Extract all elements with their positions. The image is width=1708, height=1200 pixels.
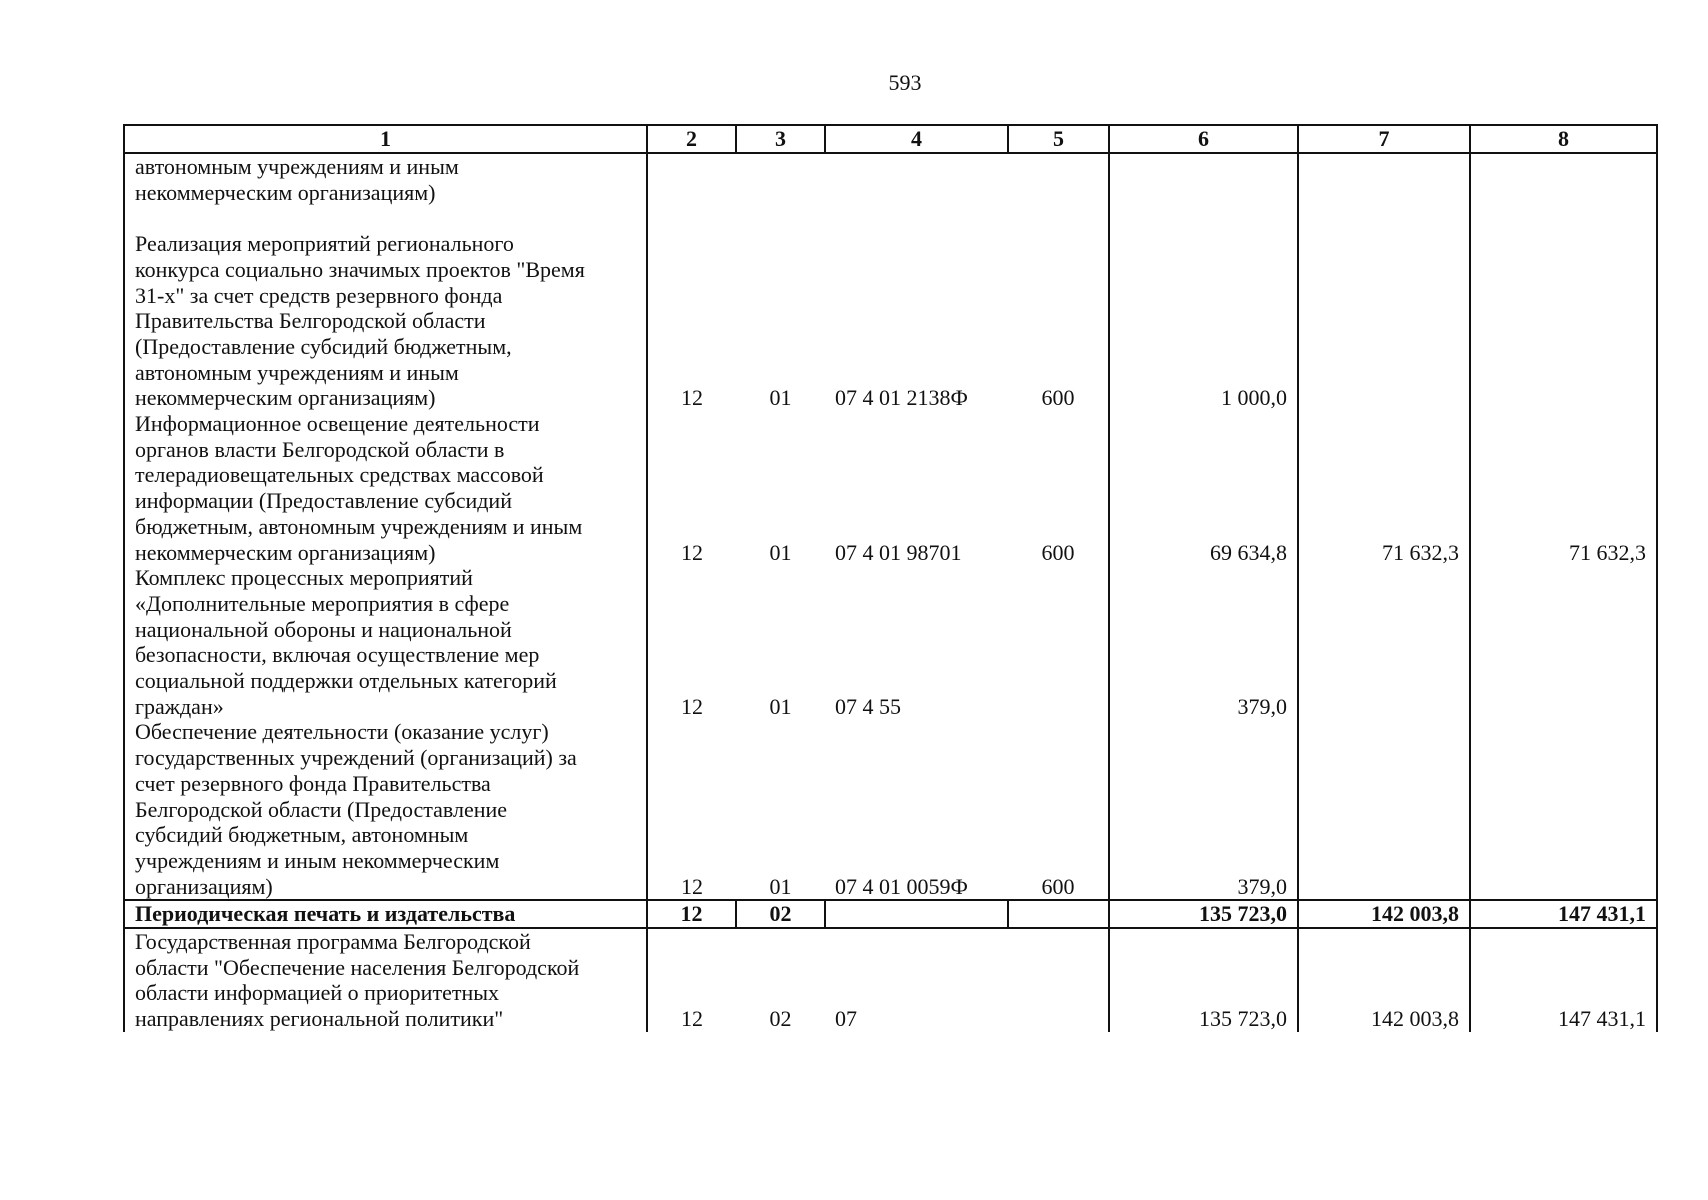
cell-target-article: 07 (835, 1006, 857, 1032)
description-line: организациям) (135, 873, 273, 899)
description-line: безопасности, включая осуществление мер (135, 642, 540, 668)
row-spacer (135, 205, 636, 231)
description-line: «Дополнительные мероприятия в сфере (135, 590, 510, 616)
cell-section (647, 153, 736, 205)
cell-target-article: 07 4 01 2138Ф (835, 385, 968, 411)
cell-section: 12 (647, 719, 736, 900)
cell-amount-col6: 135 723,0 (1109, 900, 1298, 928)
header-col-7: 7 (1298, 125, 1470, 153)
cell-amount-col7 (1298, 153, 1470, 205)
description-line: области "Обеспечение населения Белгородской (135, 954, 580, 980)
page-number: 593 (888, 70, 922, 95)
cell-amount-col8 (1470, 719, 1657, 900)
cell-amount-col6 (1109, 153, 1298, 205)
description-line: Белгородской области (Предоставление (135, 796, 508, 822)
cell-amount-col6: 379,0 (1109, 565, 1298, 719)
header-col-1: 1 (124, 125, 647, 153)
cell-subsection: 01 (769, 693, 792, 719)
cell-amount-col8: 147 431,1 (1470, 928, 1657, 1032)
description-line: счет резервного фонда Правительства (135, 770, 491, 796)
description-line: некоммерческим организациям) (135, 385, 436, 411)
row-description (124, 565, 647, 719)
description-line: автономным учреждениям и иным (135, 359, 459, 385)
cell-target-article: 07 4 55 (835, 693, 901, 719)
row-description (124, 153, 647, 205)
description-line: информации (Предоставление субсидий (135, 488, 512, 514)
cell-subsection: 01 (769, 539, 792, 565)
description-line: органов власти Белгородской области в (135, 436, 505, 462)
cell-expense-type (1008, 565, 1109, 719)
cell-amount-col7 (1298, 565, 1470, 719)
description-line: некоммерческим организациям) (135, 539, 436, 565)
cell-section: 12 (647, 928, 736, 1032)
cell-expense-type: 600 (1008, 205, 1109, 411)
description-line: учреждениям и иным некоммерческим (135, 847, 500, 873)
header-col-3: 3 (736, 125, 825, 153)
header-row (124, 125, 1657, 153)
description-line: Правительства Белгородской области (135, 308, 486, 334)
table-row (124, 205, 1657, 411)
cell-amount-col8 (1470, 565, 1657, 719)
cell-target-article (825, 153, 1008, 205)
description-line: бюджетным, автономным учреждениям и иным (135, 513, 583, 539)
description-line: Комплекс процессных мероприятий (135, 565, 473, 591)
cell-target-article: 07 4 01 0059Ф (835, 873, 968, 899)
row-description (124, 411, 647, 565)
description-line: 31-х" за счет средств резервного фонда (135, 282, 503, 308)
description-line: телерадиовещательных средствах массовой (135, 462, 544, 488)
cell-amount-col7: 142 003,8 (1298, 928, 1470, 1032)
row-description (124, 205, 647, 411)
cell-expense-type (1008, 928, 1109, 1032)
description-line: некоммерческим организациям) (135, 179, 436, 205)
description-line: (Предоставление субсидий бюджетным, (135, 333, 512, 359)
description-line: граждан» (135, 693, 224, 719)
cell-amount-col6: 135 723,0 (1109, 928, 1298, 1032)
cell-expense-type: 600 (1008, 411, 1109, 565)
cell-amount-col6: 1 000,0 (1109, 205, 1298, 411)
description-line: конкурса социально значимых проектов "Время (135, 256, 585, 282)
description-line: национальной обороны и национальной (135, 616, 512, 642)
description-line: области информацией о приоритетных (135, 980, 499, 1006)
cell-section: 12 (647, 411, 736, 565)
cell-section: 12 (647, 565, 736, 719)
cell-amount-col6: 379,0 (1109, 719, 1298, 900)
header-col-4: 4 (825, 125, 1008, 153)
description-line: субсидий бюджетным, автономным (135, 822, 469, 848)
cell-amount-col7 (1298, 205, 1470, 411)
budget-table (123, 124, 1658, 1032)
cell-section: 12 (647, 205, 736, 411)
row-description (124, 900, 647, 928)
cell-amount-col7: 142 003,8 (1298, 900, 1470, 928)
description-line: Государственная программа Белгородской (135, 929, 531, 955)
cell-target-article (825, 900, 1008, 928)
cell-amount-col7: 71 632,3 (1298, 411, 1470, 565)
description-line: социальной поддержки отдельных категорий (135, 668, 557, 694)
table-row (124, 928, 1657, 1032)
row-description (124, 719, 647, 900)
row-description (124, 928, 647, 1032)
header-col-5: 5 (1008, 125, 1109, 153)
header-col-8: 8 (1470, 125, 1657, 153)
table-row (124, 153, 1657, 205)
header-col-2: 2 (647, 125, 736, 153)
description-line: Информационное освещение деятельности (135, 411, 540, 437)
cell-expense-type (1008, 153, 1109, 205)
cell-amount-col6: 69 634,8 (1109, 411, 1298, 565)
description-line: государственных учреждений (организаций) за (135, 745, 577, 771)
cell-amount-col8: 147 431,1 (1470, 900, 1657, 928)
cell-amount-col7 (1298, 719, 1470, 900)
cell-subsection: 01 (769, 873, 792, 899)
table-row-section-total (124, 900, 1657, 928)
table-row (124, 719, 1657, 900)
cell-subsection: 01 (769, 385, 792, 411)
cell-amount-col8 (1470, 205, 1657, 411)
description-line: автономным учреждениям и иным (135, 154, 459, 179)
cell-subsection (736, 153, 825, 205)
table-row (124, 411, 1657, 565)
cell-amount-col8: 71 632,3 (1470, 411, 1657, 565)
header-col-6: 6 (1109, 125, 1298, 153)
description-line: направлениях региональной политики" (135, 1006, 504, 1032)
cell-expense-type (1008, 900, 1109, 928)
cell-amount-col8 (1470, 153, 1657, 205)
description-line: Обеспечение деятельности (оказание услуг) (135, 719, 549, 745)
description-line: Реализация мероприятий регионального (135, 231, 514, 257)
description-line: Периодическая печать и издательства (135, 901, 516, 927)
cell-expense-type: 600 (1008, 719, 1109, 900)
cell-section: 12 (647, 900, 736, 928)
cell-subsection: 02 (769, 1006, 792, 1032)
cell-subsection: 02 (736, 900, 825, 928)
table-row (124, 565, 1657, 719)
cell-target-article: 07 4 01 98701 (835, 539, 962, 565)
